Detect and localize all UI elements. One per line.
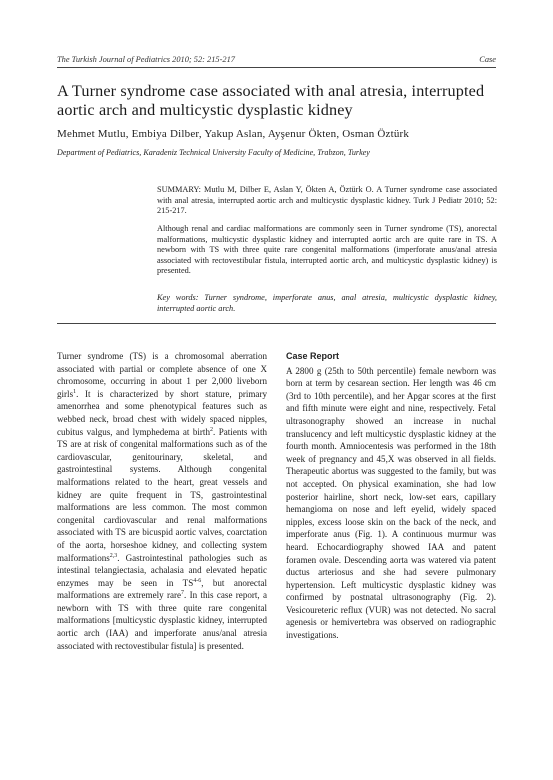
intro-paragraph: Turner syndrome (TS) is a chromosomal aberration associated with partial or complete absence of one X chromosome, occurring in about 1 per 2,000 liveborn girls$^1$. It is characterized by short stature, primary amenorrhea and some phenotypical features such as webbed neck, broad chest with widely spaced nipples, cubitus valgus, and lymphedema at birth$^2$. Patients with TS are at risk of congenital malformations such as of the cardiovascular, genitourinary, skeletal, and gastrointestinal systems. Although congenital malformations related to the heart, great vessels and kidney are quite frequent in TS, gastrointestinal malformations are less common. The most common congenital cardiovascular and renal malformations associated with TS are bicuspid aortic valves, coarctation of the aorta, horseshoe kidney, and collecting system malformations$^{2,3}$. Gastrointestinal pathologies such as intestinal telangiectasia, achalasia and elevated hepatic enzymes may be seen in TS$^{4-6}$, but anorectal malformations are extremely rare$^7$. In this case report, a newborn with TS with three quite rare congenital malformations [multicystic dysplastic kidney, interrupted aortic arch (IAA) and imperforate anus/anal atresia associated with rectovestibular fistula] is presented. bbox=[57, 351, 267, 651]
journal-citation: The Turkish Journal of Pediatrics 2010; 52: 215-217 bbox=[57, 55, 235, 64]
citation-ref: 4-6 bbox=[193, 577, 202, 584]
affiliation: Department of Pediatrics, Karadeniz Technical University Faculty of Medicine, Trabzon, Turkey bbox=[57, 148, 370, 157]
citation-ref: 1 bbox=[73, 388, 77, 395]
section-heading: Case Report bbox=[286, 351, 340, 361]
keywords: Key words: Turner syndrome, imperforate anus, anal atresia, multicystic dysplastic kidney, interrupted aortic arch. bbox=[157, 293, 497, 313]
author-list: Mehmet Mutlu, Embiya Dilber, Yakup Aslan, Ayşenur Ökten, Osman Öztürk bbox=[57, 128, 410, 140]
case-report-column bbox=[286, 350, 496, 642]
abstract-body: Although renal and cardiac malformations are commonly seen in Turner syndrome (TS), anorectal malformations, multicystic dysplastic kidney and interrupted aortic arch are quite rare in TS. A newborn with TS with three quite rare congenital malformations (imperforate anus/anal atresia associated with rectovestibular fistula, interrupted aortic arch, and multicystic dysplastic kidney) is presented. bbox=[157, 224, 497, 276]
article-title: A Turner syndrome case associated with anal atresia, interrupted aortic arch and multicystic dysplastic kidney bbox=[57, 82, 485, 119]
abstract-rule bbox=[57, 323, 496, 324]
citation-ref: 7 bbox=[181, 590, 185, 597]
citation-ref: 2,3 bbox=[109, 552, 118, 559]
citation-ref: 2 bbox=[209, 426, 213, 433]
header-rule bbox=[57, 67, 496, 68]
section-label: Case bbox=[479, 55, 496, 64]
intro-column bbox=[57, 350, 267, 652]
running-header bbox=[57, 55, 496, 64]
abstract-summary: SUMMARY: Mutlu M, Dilber E, Aslan Y, Ökten A, Öztürk O. A Turner syndrome case associated with anal atresia, interrupted aortic arch and multicystic dysplastic kidney. Turk J Pediatr 2010; 52: 215-217. bbox=[157, 185, 497, 216]
case-report-paragraph: A 2800 g (25th to 50th percentile) female newborn was born at term by cesarean section. Her length was 46 cm (3rd to 10th percentile), and her Apgar scores at the first and fifth minute were eight and nine, respectively. Fetal ultrasonography showed an increase in nuchal translucency and left multicystic dysplastic kidney at the fourth month. Amniocentesis was performed in the 18th week of pregnancy and 45,X was observed in all fields. Therapeutic abortus was suggested to the family, but was not accepted. On physical examination, she had low posterior hairline, short neck, low-set ears, capillary hemangioma on nose and left eyelid, widely spaced nipples, excess loose skin on the back of the neck, and imperforate anus (Fig. 1). A continuous murmur was heard. Echocardiography showed IAA and patent foramen ovale. Descending aorta was watered via patent ductus arteriosus and she had severe pulmonary hypertension. Left multicystic dysplastic kidney was confirmed by postnatal ultrasonography (Fig. 2). Vesicoureteric reflux (VUR) was not detected. No sacral agenesis or hemivertebra was observed on radiographic investigations. bbox=[286, 365, 496, 641]
